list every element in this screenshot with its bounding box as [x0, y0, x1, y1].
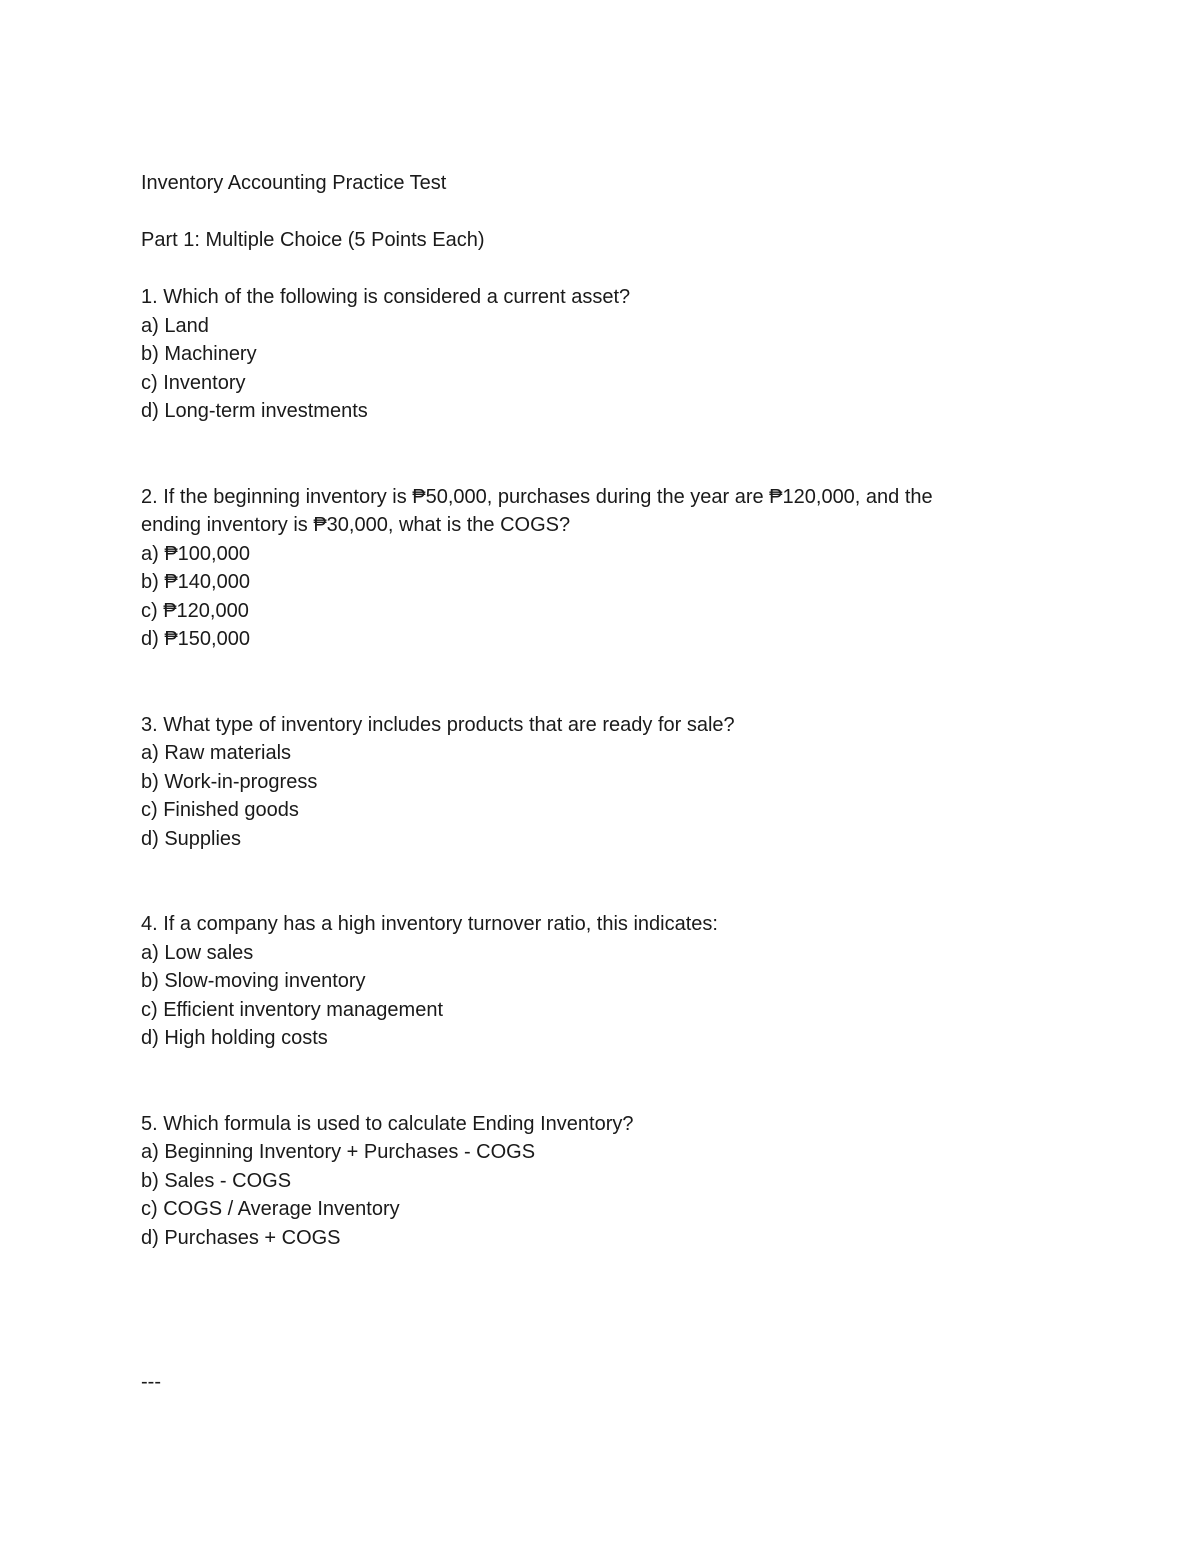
answer-option: b) Sales - COGS [141, 1169, 292, 1192]
spacer [141, 853, 1041, 910]
answer-option: d) ₱150,000 [141, 628, 250, 650]
spacer [141, 198, 1041, 227]
question-text: 3. What type of inventory includes products that are ready for sale? [141, 713, 735, 736]
answer-option: c) Efficient inventory management [141, 998, 444, 1021]
question-5 [141, 1110, 1041, 1253]
spacer [141, 1053, 1041, 1110]
question-2 [141, 483, 1041, 654]
answer-option: d) Purchases + COGS [141, 1226, 341, 1249]
answer-option: c) ₱120,000 [141, 599, 249, 622]
answer-option: a) Land [141, 314, 209, 337]
question-3 [141, 711, 1041, 854]
answer-option: a) ₱100,000 [141, 542, 250, 565]
section-separator: --- [141, 1371, 161, 1393]
answer-option: c) COGS / Average Inventory [141, 1198, 400, 1220]
answer-option: a) Raw materials [141, 742, 292, 764]
answer-option: d) Supplies [141, 827, 242, 850]
question-text: 2. If the beginning inventory is ₱50,000, purchases during the year are ₱120,000, and the [141, 485, 933, 508]
spacer [141, 255, 1041, 284]
document-title: Inventory Accounting Practice Test [141, 172, 447, 194]
answer-option: b) Slow-moving inventory [141, 970, 366, 992]
question-4 [141, 910, 1041, 1053]
answer-option: d) High holding costs [141, 1027, 328, 1049]
answer-option: c) Finished goods [141, 799, 299, 821]
answer-option: b) ₱140,000 [141, 571, 250, 593]
answer-option: c) Inventory [141, 371, 246, 394]
answer-option: a) Low sales [141, 941, 254, 964]
part-heading: Part 1: Multiple Choice (5 Points Each) [141, 229, 485, 251]
answer-option: b) Work-in-progress [141, 770, 318, 793]
question-text: 4. If a company has a high inventory turnover ratio, this indicates: [141, 913, 718, 935]
answer-option: a) Beginning Inventory + Purchases - COGS [141, 1141, 536, 1163]
question-text-continued: ending inventory is ₱30,000, what is the COGS? [141, 514, 571, 536]
answer-option: d) Long-term investments [141, 400, 368, 422]
spacer [141, 654, 1041, 711]
question-1 [141, 283, 1041, 426]
answer-option: b) Machinery [141, 343, 257, 365]
question-text: 5. Which formula is used to calculate Ending Inventory? [141, 1112, 634, 1135]
document-content [141, 169, 1041, 1252]
spacer [141, 426, 1041, 483]
question-text: 1. Which of the following is considered a current asset? [141, 286, 631, 308]
